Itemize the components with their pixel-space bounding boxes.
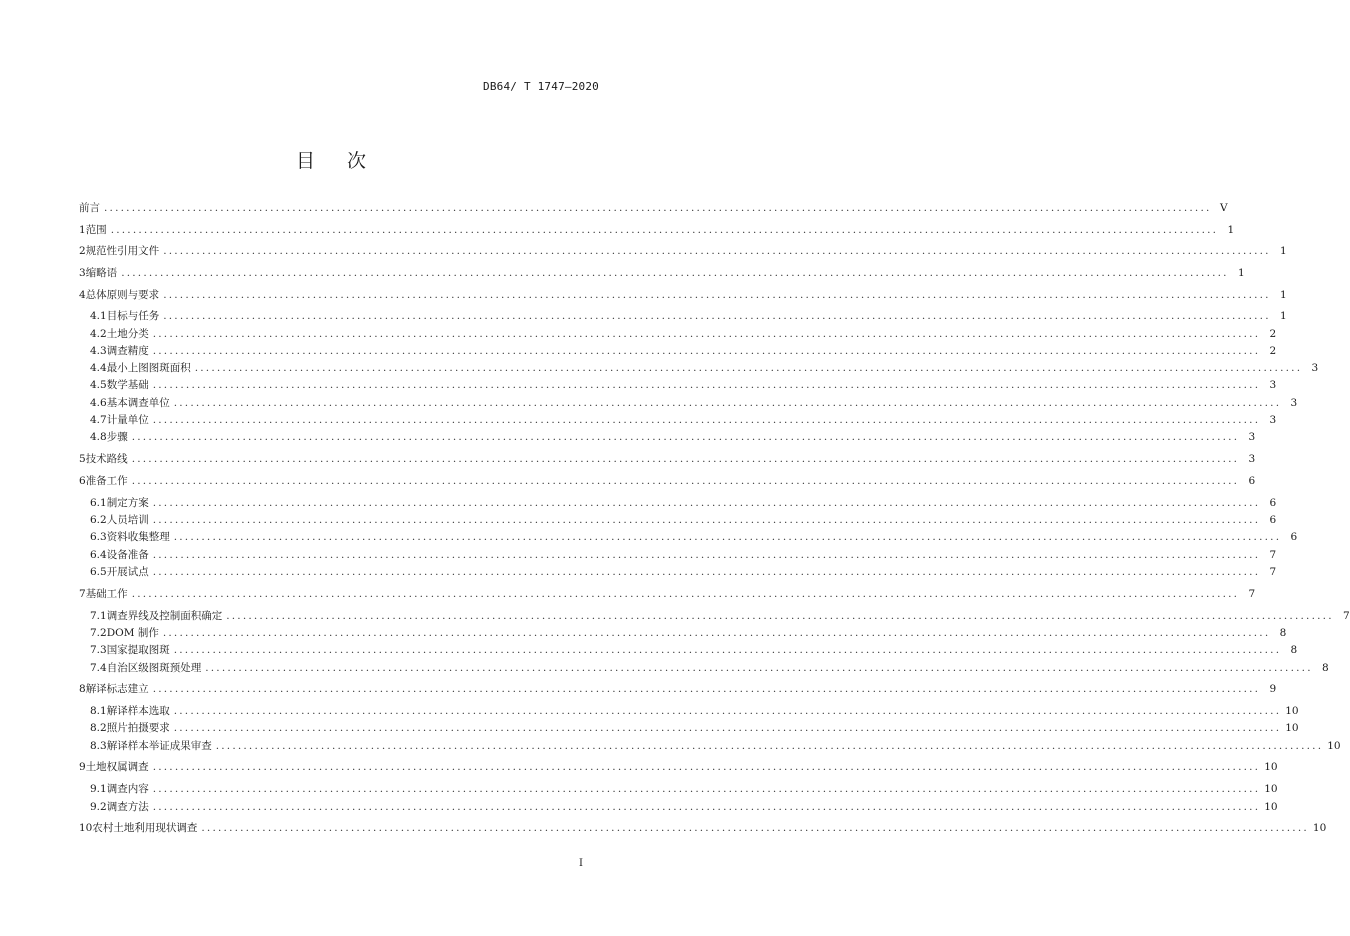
toc-entry-label: 土地权属调查 xyxy=(85,761,149,773)
toc-dot-leader: ........................................................................................................................................................................................................ xyxy=(215,740,1324,752)
toc-entry[interactable] xyxy=(79,821,1327,835)
toc-entry-page: 2 xyxy=(1269,345,1277,357)
toc-entry-label: 前言 xyxy=(79,202,100,214)
toc-entry-number: 2 xyxy=(79,245,86,257)
toc-entry[interactable] xyxy=(90,800,1278,814)
toc-dot-leader: ........................................................................................................................................................................................................ xyxy=(152,497,1261,509)
toc-entry[interactable] xyxy=(90,530,1298,544)
toc-entry-page: 3 xyxy=(1290,397,1298,409)
toc-entry-number: 7.1 xyxy=(90,610,107,622)
toc-entry[interactable] xyxy=(79,452,1256,466)
toc-entry[interactable] xyxy=(90,430,1256,444)
toc-dot-leader: ........................................................................................................................................................................................................ xyxy=(104,202,1212,214)
toc-entry-number: 4.6 xyxy=(90,397,107,409)
toc-entry-page: 6 xyxy=(1290,531,1298,543)
toc-entry-label: 开展试点 xyxy=(106,566,149,578)
toc-entry-number: 4.5 xyxy=(90,379,107,391)
toc-entry-number: 6.1 xyxy=(90,497,107,509)
toc-dot-leader: ........................................................................................................................................................................................................ xyxy=(152,514,1261,526)
toc-entry[interactable] xyxy=(79,587,1256,601)
toc-entry[interactable] xyxy=(90,548,1277,562)
toc-entry-page: 10 xyxy=(1264,783,1278,795)
toc-entry-number: 9 xyxy=(79,761,86,773)
toc-entry-number: 8 xyxy=(79,683,86,695)
toc-entry-number: 6.2 xyxy=(90,514,107,526)
toc-dot-leader: ........................................................................................................................................................................................................ xyxy=(163,245,1271,257)
toc-entry-label: 缩略语 xyxy=(85,267,118,279)
toc-entry-number: 4.8 xyxy=(90,431,107,443)
toc-entry-page: 10 xyxy=(1312,822,1327,834)
toc-dot-leader: ........................................................................................................................................................................................................ xyxy=(152,566,1261,578)
toc-entry-page: 10 xyxy=(1285,722,1299,734)
toc-entry-page: 1 xyxy=(1280,310,1287,322)
toc-entry-number: 7.2 xyxy=(90,627,107,639)
toc-entry-label: 基础工作 xyxy=(85,588,128,600)
toc-dot-leader: ........................................................................................................................................................................................................ xyxy=(162,627,1271,639)
toc-entry[interactable] xyxy=(90,413,1277,427)
toc-entry[interactable] xyxy=(79,223,1235,237)
toc-entry-label: 解译样本选取 xyxy=(106,705,170,717)
toc-entry[interactable] xyxy=(90,361,1319,375)
toc-entry-number: 8.3 xyxy=(90,740,107,752)
toc-entry-page: 10 xyxy=(1285,705,1299,717)
toc-dot-leader: ........................................................................................................................................................................................................ xyxy=(152,761,1261,773)
page-folio: I xyxy=(579,858,583,869)
toc-entry[interactable] xyxy=(79,201,1228,215)
toc-dot-leader: ........................................................................................................................................................................................................ xyxy=(131,588,1240,600)
toc-entry-label: 设备准备 xyxy=(106,549,149,561)
toc-entry[interactable] xyxy=(79,244,1287,258)
toc-entry-page: 3 xyxy=(1269,414,1277,426)
toc-dot-leader: ........................................................................................................................................................................................................ xyxy=(121,267,1229,279)
toc-entry-number: 4.3 xyxy=(90,345,107,357)
toc-entry-page: 3 xyxy=(1248,453,1256,465)
toc-dot-leader: ........................................................................................................................................................................................................ xyxy=(152,328,1261,340)
toc-entry-number: 7.3 xyxy=(90,644,107,656)
toc-entry-number: 4.1 xyxy=(90,310,107,322)
toc-entry-label: 规范性引用文件 xyxy=(85,245,160,257)
toc-entry-page: V xyxy=(1219,202,1228,214)
toc-entry-label: 基本调查单位 xyxy=(106,397,170,409)
toc-entry-page: 1 xyxy=(1227,224,1235,236)
toc-dot-leader: ........................................................................................................................................................................................................ xyxy=(152,345,1261,357)
toc-dot-leader: ........................................................................................................................................................................................................ xyxy=(131,453,1240,465)
toc-entry-number: 3 xyxy=(79,267,86,279)
toc-entry-number: 5 xyxy=(79,453,86,465)
toc-entry[interactable] xyxy=(90,782,1278,796)
toc-dot-leader: ........................................................................................................................................................................................................ xyxy=(152,549,1261,561)
toc-entry-number: 4.4 xyxy=(90,362,107,374)
toc-entry-page: 6 xyxy=(1269,497,1277,509)
toc-dot-leader: ........................................................................................................................................................................................................ xyxy=(201,822,1309,834)
toc-entry-number: 4.2 xyxy=(90,328,107,340)
toc-dot-leader: ........................................................................................................................................................................................................ xyxy=(173,722,1282,734)
toc-dot-leader: ........................................................................................................................................................................................................ xyxy=(131,431,1240,443)
toc-entry-label: 准备工作 xyxy=(85,475,128,487)
toc-entry[interactable] xyxy=(90,626,1287,640)
toc-entry-label: 数学基础 xyxy=(106,379,149,391)
toc-entry-label: 调查方法 xyxy=(106,801,149,813)
toc-entry-page: 3 xyxy=(1311,362,1319,374)
toc-entry-label: 农村土地利用现状调查 xyxy=(92,822,198,834)
toc-entry[interactable] xyxy=(90,704,1299,718)
toc-entry-page: 10 xyxy=(1264,761,1278,773)
toc-entry[interactable] xyxy=(79,682,1277,696)
toc-entry-number: 6.3 xyxy=(90,531,107,543)
toc-entry-label: 步骤 xyxy=(106,431,128,443)
toc-entry-number: 6.5 xyxy=(90,566,107,578)
toc-entry-page: 1 xyxy=(1238,267,1245,279)
toc-entry[interactable] xyxy=(79,288,1287,302)
toc-entry-label: 技术路线 xyxy=(85,453,128,465)
toc-entry-page: 8 xyxy=(1290,644,1298,656)
toc-entry-label: 照片拍摄要求 xyxy=(106,722,170,734)
page-title xyxy=(0,146,662,173)
toc-entry-number: 4 xyxy=(79,289,86,301)
toc-entry-number: 8.2 xyxy=(90,722,107,734)
toc-dot-leader: ........................................................................................................................................................................................................ xyxy=(173,531,1282,543)
toc-entry[interactable] xyxy=(90,739,1341,753)
toc-entry[interactable] xyxy=(90,643,1298,657)
toc-entry-page: 3 xyxy=(1248,431,1256,443)
toc-entry-number: 6.4 xyxy=(90,549,107,561)
toc-entry-page: 7 xyxy=(1269,566,1277,578)
toc-entry-page: 1 xyxy=(1280,245,1287,257)
toc-entry[interactable] xyxy=(90,609,1350,623)
toc-entry[interactable] xyxy=(90,344,1277,358)
toc-dot-leader: ........................................................................................................................................................................................................ xyxy=(163,289,1271,301)
toc-dot-leader: ........................................................................................................................................................................................................ xyxy=(226,610,1334,622)
toc-entry[interactable] xyxy=(79,760,1278,774)
toc-dot-leader: ........................................................................................................................................................................................................ xyxy=(205,662,1313,674)
toc-dot-leader: ........................................................................................................................................................................................................ xyxy=(163,310,1271,322)
toc-entry-label: 调查精度 xyxy=(106,345,149,357)
toc-entry-number: 7 xyxy=(79,588,86,600)
toc-dot-leader: ........................................................................................................................................................................................................ xyxy=(152,783,1261,795)
toc-entry-page: 10 xyxy=(1327,740,1341,752)
toc-entry[interactable] xyxy=(90,327,1277,341)
toc-entry-number: 1 xyxy=(79,224,86,236)
toc-entry-page: 8 xyxy=(1279,627,1287,639)
toc-entry-label: 调查界线及控制面积确定 xyxy=(106,610,223,622)
toc-entry-label: 最小上图图斑面积 xyxy=(106,362,191,374)
toc-entry-number: 4.7 xyxy=(90,414,107,426)
toc-entry[interactable] xyxy=(79,266,1245,280)
toc-dot-leader: ........................................................................................................................................................................................................ xyxy=(152,801,1261,813)
toc-entry-label: 解译样本举证成果审查 xyxy=(106,740,212,752)
toc-dot-leader: ........................................................................................................................................................................................................ xyxy=(152,683,1261,695)
toc-entry-label: 计量单位 xyxy=(106,414,149,426)
toc-entry-label: 人员培训 xyxy=(106,514,149,526)
title-char-2: 次 xyxy=(347,150,367,172)
toc-entry-page: 9 xyxy=(1269,683,1277,695)
toc-entry[interactable] xyxy=(90,565,1277,579)
toc-entry-page: 8 xyxy=(1322,662,1329,674)
toc-dot-leader: ........................................................................................................................................................................................................ xyxy=(173,705,1282,717)
toc-entry-label: 土地分类 xyxy=(106,328,149,340)
toc-dot-leader: ........................................................................................................................................................................................................ xyxy=(110,224,1219,236)
toc-dot-leader: ........................................................................................................................................................................................................ xyxy=(131,475,1240,487)
toc-entry[interactable] xyxy=(90,309,1287,323)
toc-dot-leader: ........................................................................................................................................................................................................ xyxy=(173,397,1282,409)
toc-entry-label: 总体原则与要求 xyxy=(85,289,160,301)
toc-entry-label: 目标与任务 xyxy=(106,310,160,322)
toc-entry-number: 6 xyxy=(79,475,86,487)
toc-entry-number: 8.1 xyxy=(90,705,107,717)
toc-entry[interactable] xyxy=(90,513,1277,527)
toc-entry-label: 资料收集整理 xyxy=(106,531,170,543)
toc-dot-leader: ........................................................................................................................................................................................................ xyxy=(152,379,1261,391)
toc-entry-label: 制定方案 xyxy=(106,497,149,509)
title-char-1: 目 xyxy=(295,150,315,172)
toc-entry[interactable] xyxy=(90,496,1277,510)
toc-entry[interactable] xyxy=(79,474,1256,488)
toc-entry-label: 国家提取图斑 xyxy=(106,644,170,656)
toc-entry-label: 解译标志建立 xyxy=(85,683,149,695)
toc-entry[interactable] xyxy=(90,721,1299,735)
toc-dot-leader: ........................................................................................................................................................................................................ xyxy=(173,644,1282,656)
toc-entry-page: 6 xyxy=(1248,475,1256,487)
toc-entry-page: 10 xyxy=(1264,801,1278,813)
toc-entry-label: 范围 xyxy=(85,224,107,236)
toc-entry-number: 10 xyxy=(79,822,93,834)
document-code: DB64/ T 1747—2020 xyxy=(483,80,599,93)
toc-entry-page: 7 xyxy=(1343,610,1350,622)
toc-entry-number: 9.2 xyxy=(90,801,107,813)
toc-entry-page: 7 xyxy=(1269,549,1277,561)
toc-entry-page: 2 xyxy=(1269,328,1277,340)
toc-entry-page: 1 xyxy=(1280,289,1287,301)
toc-entry-label: 自治区级图斑预处理 xyxy=(106,662,202,674)
toc-dot-leader: ........................................................................................................................................................................................................ xyxy=(194,362,1303,374)
toc-entry[interactable] xyxy=(90,661,1329,675)
toc-entry[interactable] xyxy=(90,396,1298,410)
toc-entry-page: 6 xyxy=(1269,514,1277,526)
toc-dot-leader: ........................................................................................................................................................................................................ xyxy=(152,414,1261,426)
toc-entry-page: 7 xyxy=(1248,588,1256,600)
toc-entry[interactable] xyxy=(90,378,1277,392)
toc-entry-label: DOM 制作 xyxy=(106,627,159,639)
toc-entry-number: 7.4 xyxy=(90,662,107,674)
toc-entry-label: 调查内容 xyxy=(106,783,149,795)
toc-entry-number: 9.1 xyxy=(90,783,107,795)
toc-entry-page: 3 xyxy=(1269,379,1277,391)
